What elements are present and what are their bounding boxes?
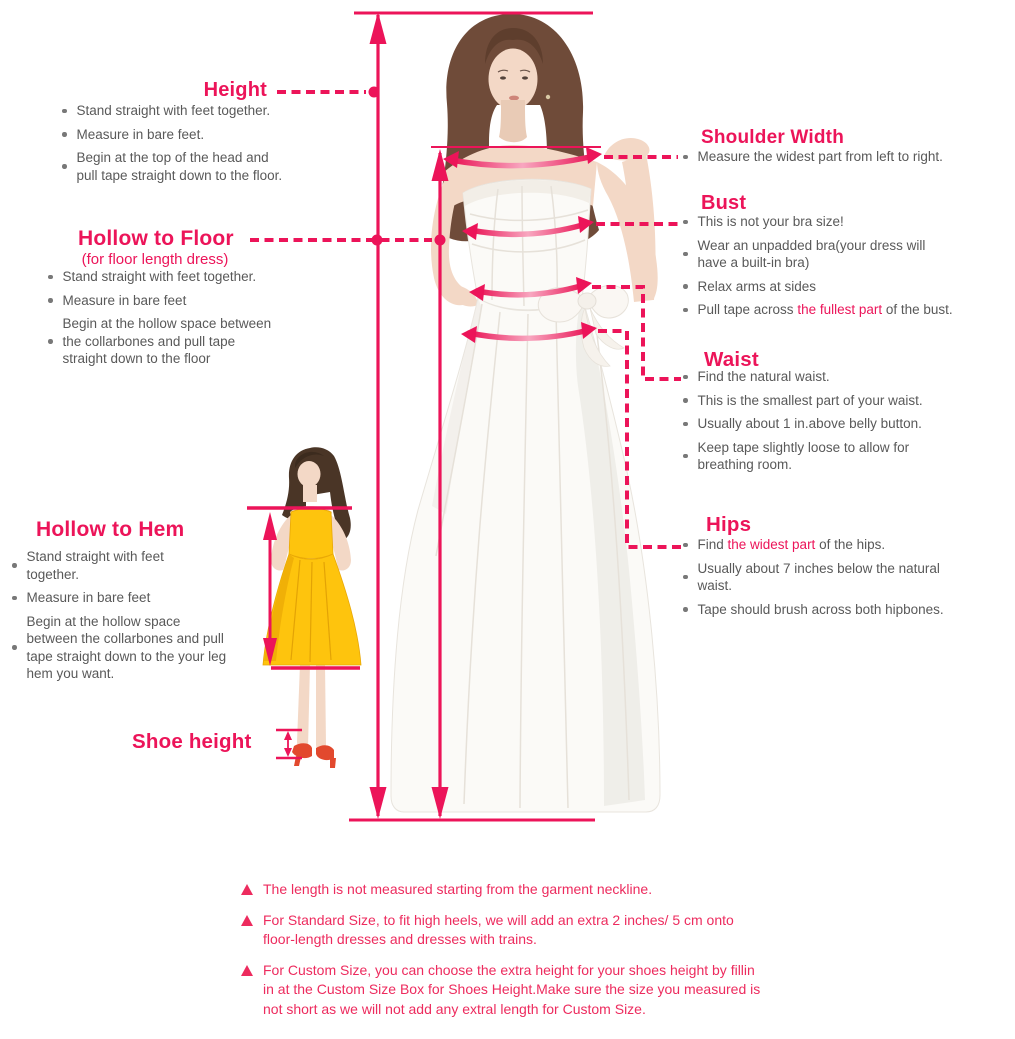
bullet-dot-icon: [62, 109, 67, 114]
bullet-text: Usually about 7 inches below the natural: [697, 560, 940, 576]
small-dress-bodice: [289, 508, 333, 558]
bullet-dot-icon: [62, 132, 67, 137]
bullet-text: Relax arms at sides: [697, 278, 817, 294]
bullet-text: [698, 301, 953, 319]
list-item: [683, 368, 1008, 386]
bullet-dot-icon: [62, 164, 67, 169]
hollow-connector-dot: [435, 235, 446, 246]
waist-title: Waist: [704, 348, 759, 371]
bullet-text-plain: of the hips.: [815, 537, 886, 552]
bullet-dot-icon: [683, 252, 688, 257]
small-face: [298, 461, 321, 487]
bullet-text: Measure in bare feet.: [76, 126, 205, 142]
list-item: [683, 301, 1008, 319]
small-right-heel: [330, 758, 336, 768]
list-item: [683, 278, 1008, 296]
bullet-text-plain: Pull tape across: [697, 302, 798, 317]
main-model-figure: [391, 14, 660, 812]
list-item: [683, 536, 1008, 554]
height-connector-dot: [369, 87, 380, 98]
list-item: [48, 292, 338, 310]
note-text: not short as we will not add any extral length for Custom Size.: [263, 1000, 646, 1017]
bullet-text: Measure in bare feet: [62, 292, 187, 308]
bust-title: Bust: [701, 192, 747, 214]
note-text: floor-length dresses and dresses with trains.: [263, 931, 537, 947]
bullet-text-highlight: the fullest part: [797, 302, 883, 317]
bullet-text: Stand straight with feet: [26, 549, 164, 564]
bullet-dot-icon: [683, 284, 688, 289]
bullet-dot-icon: [683, 454, 688, 459]
hollow-to-floor-title: Hollow to Floor: [78, 227, 234, 250]
list-item: [683, 237, 1008, 272]
bullet-text: Begin at the top of the head and: [76, 150, 269, 165]
bullet-text: hem you want.: [26, 666, 115, 681]
note-item: [241, 911, 901, 950]
hollow-to-floor-bullets: [48, 268, 338, 374]
note-text: For Custom Size, you can choose the extra height for your shoes height by fillin: [263, 961, 755, 978]
note-text: For Standard Size, to fit high heels, we will add an extra 2 inches/ 5 cm onto: [263, 911, 734, 928]
bullet-text: tape straight down to the your leg: [26, 648, 227, 664]
hem-arrow-up: [263, 512, 277, 540]
bullet-text: waist.: [697, 578, 733, 593]
right-eye: [522, 76, 528, 79]
bullet-dot-icon: [683, 155, 688, 160]
small-neck: [303, 485, 317, 502]
earring: [546, 95, 550, 99]
neck: [499, 100, 527, 142]
bullet-dot-icon: [48, 275, 53, 280]
list-item: [683, 148, 1008, 166]
bullet-text: Begin at the hollow space between: [62, 316, 272, 331]
bullet-text: Find the natural waist.: [697, 369, 830, 384]
bullet-dot-icon: [683, 422, 688, 427]
list-item: [62, 126, 342, 144]
warning-triangle-icon: [241, 915, 253, 926]
left-eye: [500, 76, 506, 79]
list-item: [12, 613, 262, 683]
hollow-cross-dot: [372, 235, 383, 246]
list-item: [683, 415, 1008, 433]
list-item: [683, 560, 1008, 595]
bullet-dot-icon: [12, 563, 17, 568]
bullet-text: Stand straight with feet together.: [76, 103, 271, 118]
bullet-text: have a built-in bra): [697, 255, 810, 270]
bullet-text: Tape should brush across both hipbones.: [697, 601, 944, 617]
bullet-text: Usually about 1 in.above belly button.: [697, 416, 922, 431]
bullet-text: Begin at the hollow space: [26, 613, 181, 629]
small-right-leg: [316, 664, 326, 750]
bullet-dot-icon: [12, 596, 17, 601]
note-text: The length is not measured starting from the garment neckline.: [263, 881, 653, 897]
warning-triangle-icon: [241, 965, 253, 976]
height-bullets: [62, 102, 342, 190]
bullet-text: Measure the widest part from left to right.: [697, 149, 943, 164]
list-item: [683, 392, 1008, 410]
height-arrow-up: [370, 12, 387, 44]
warning-triangle-icon: [241, 884, 253, 895]
hollow-to-hem-title: Hollow to Hem: [36, 518, 185, 541]
bullet-text: Keep tape slightly loose to allow for: [697, 439, 910, 455]
waist-bullets: [683, 368, 1008, 480]
bullet-text-plain: of the bust.: [882, 302, 953, 317]
bullet-text: together.: [26, 566, 80, 582]
shoe-arrow-down: [284, 748, 292, 757]
footer-notes: [241, 880, 901, 1030]
bullet-dot-icon: [683, 543, 688, 548]
bullet-dot-icon: [48, 298, 53, 303]
small-right-shoe: [316, 745, 334, 760]
bullet-text: [698, 536, 886, 554]
shoulder-width-bullets: [683, 148, 1008, 172]
hips-bullets: [683, 536, 1008, 624]
list-item: [12, 589, 262, 607]
note-item: [241, 880, 901, 900]
bullet-dot-icon: [12, 645, 17, 650]
height-title: Height: [203, 79, 267, 101]
bullet-dot-icon: [683, 575, 688, 580]
list-item: [12, 548, 262, 583]
bullet-text: straight down to the floor: [62, 351, 211, 366]
bullet-text: pull tape straight down to the floor.: [76, 167, 283, 183]
bullet-dot-icon: [683, 398, 688, 403]
bullet-text: breathing room.: [697, 457, 793, 472]
bullet-dot-icon: [683, 308, 688, 313]
hollow-to-floor-subtitle: (for floor length dress): [81, 251, 229, 268]
bullet-dot-icon: [683, 607, 688, 612]
bullet-text: This is the smallest part of your waist.: [697, 392, 923, 408]
bullet-text: Stand straight with feet together.: [62, 269, 257, 284]
shoe-arrow-up: [284, 731, 292, 740]
hips-title: Hips: [706, 513, 752, 536]
bullet-dot-icon: [48, 339, 53, 344]
list-item: [62, 149, 342, 184]
bullet-text: This is not your bra size!: [697, 214, 844, 229]
list-item: [683, 439, 1008, 474]
shoe-height-title: Shoe height: [132, 730, 252, 753]
bullet-text-highlight: the widest part: [727, 537, 816, 552]
bullet-text: between the collarbones and pull: [26, 631, 224, 646]
height-arrow-down: [370, 787, 387, 819]
lips: [509, 96, 519, 101]
bullet-dot-icon: [683, 220, 688, 225]
hollow-to-hem-bullets: [12, 548, 262, 689]
note-item: [241, 961, 901, 1020]
bust-bullets: [683, 213, 1008, 325]
list-item: [48, 268, 338, 286]
bullet-text-plain: Find: [697, 537, 728, 552]
list-item: [62, 102, 342, 120]
list-item: [48, 315, 338, 368]
bullet-text: the collarbones and pull tape: [62, 333, 236, 349]
small-left-leg: [297, 664, 310, 749]
list-item: [683, 213, 1008, 231]
bullet-dot-icon: [683, 375, 688, 380]
small-model-figure: [263, 447, 361, 768]
small-left-shoe: [292, 743, 312, 758]
bullet-text: Wear an unpadded bra(your dress will: [697, 237, 926, 253]
shoulder-width-title: Shoulder Width: [701, 127, 844, 148]
note-text: in at the Custom Size Box for Shoes Height.Make sure the size you measured is: [263, 981, 761, 997]
bullet-text: Measure in bare feet: [26, 590, 151, 605]
list-item: [683, 601, 1008, 619]
